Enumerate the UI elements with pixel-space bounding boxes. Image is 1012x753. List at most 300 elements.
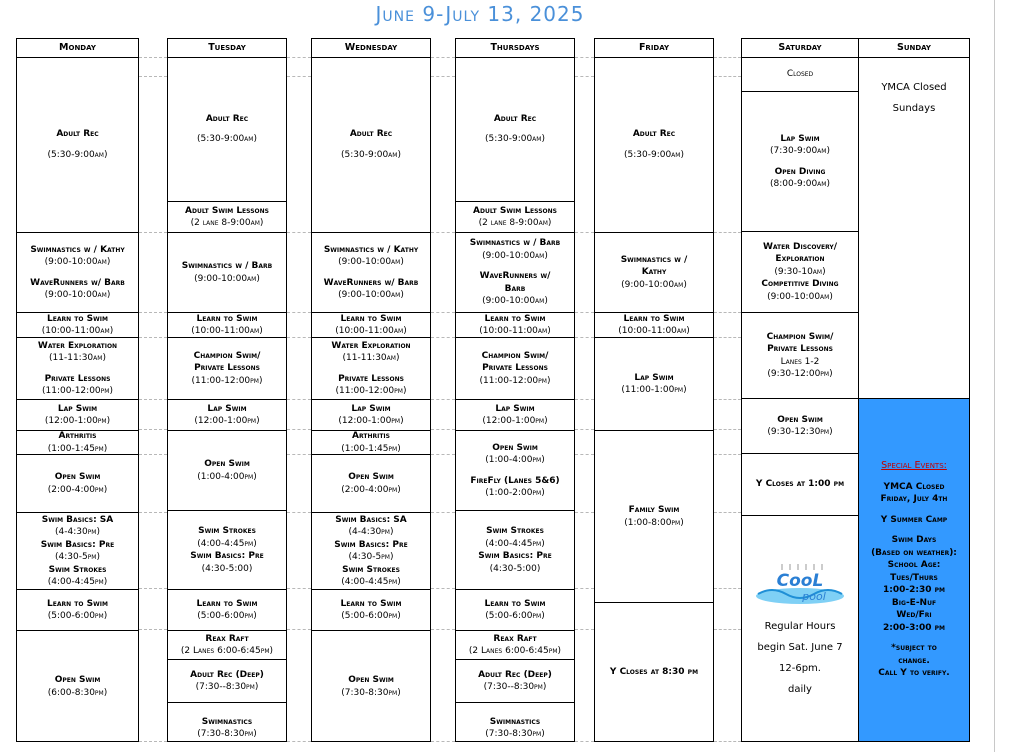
svg-text:CooL: CooL [776,570,824,591]
schedule-line: (10:00-11:00am) [335,326,407,336]
schedule-line: (9:30-12:30pm) [767,427,833,437]
day-header-saturday: Saturday [741,38,859,58]
schedule-line: Swim Strokes [198,526,256,536]
schedule-line: Swim Basics: SA [335,514,407,525]
schedule-line: (10:00-11:00am) [618,326,690,336]
schedule-line: (9:00-10:00am) [338,290,404,300]
schedule-cell [312,399,430,430]
schedule-cell [168,57,286,201]
schedule-line: 2:00-3:00 pm [882,622,945,633]
schedule-line: Swimnastics [489,716,541,727]
schedule-line: Learn to Swim [623,313,685,324]
day-header-sunday: Sunday [858,38,970,58]
schedule-cell [17,337,138,399]
schedule-line: WaveRunners w/ Barb [30,277,125,288]
schedule-cell [17,232,138,312]
schedule-cell [312,57,430,232]
schedule-line: Learn to Swim [340,313,402,324]
gutter-divider [575,232,594,233]
schedule-line: (11:00-12:00pm) [42,386,113,396]
column-friday [594,57,714,742]
schedule-line: Arthritis [58,431,97,441]
schedule-line: (12:00-1:00pm) [194,416,260,426]
schedule-line: Open Swim [54,675,101,685]
gutter-divider [139,312,167,313]
schedule-cell [17,589,138,630]
schedule-line: (9:00-10:00am) [44,257,111,267]
schedule-cell [312,337,430,399]
gutter-divider [139,57,167,58]
schedule-line: Swimnastics w / Kathy [30,244,125,255]
gutter-divider [431,512,455,513]
schedule-cell [17,312,138,337]
schedule-cell [742,231,858,312]
schedule-line: (2 Lanes 6:00-6:45pm) [468,646,562,656]
gutter-divider [714,629,741,630]
schedule-line: Learn to Swim [196,598,258,609]
schedule-line: Learn to Swim [340,598,402,609]
schedule-line: (5:30-9:00am) [197,134,257,144]
schedule-cell [312,312,430,337]
schedule-line: Adult Swim Lessons [473,205,557,216]
schedule-line: Swim Basics: Pre [334,539,408,550]
schedule-line: Champion Swim/ [193,350,261,361]
schedule-line: Private Lessons [44,373,111,384]
schedule-line: (4:30-5pm) [54,552,100,562]
schedule-line: (8:00-9:00am) [770,179,830,189]
day-header-tuesday: Tuesday [167,38,287,58]
schedule-line: Champion Swim/ [766,331,834,342]
schedule-line: Private Lessons [767,344,833,354]
schedule-line: (9:30-10am) [774,266,826,277]
gutter-divider [287,399,311,400]
schedule-cell [456,702,574,753]
schedule-line: Swim Basics: Pre [190,551,264,561]
schedule-line: Reax Raft [205,633,249,644]
schedule-line: (1:00-1:45pm) [47,443,108,454]
schedule-line: Y Closes at 8:30 pm [609,667,699,678]
gutter-divider [575,454,594,455]
schedule-line: Water Exploration [331,340,411,351]
schedule-line: change. [898,655,930,666]
gutter-divider [139,399,167,400]
schedule-line: Swim Basics: SA [41,514,114,525]
gutter-divider [714,57,741,58]
schedule-line: (4-4:30pm) [54,527,100,537]
schedule-line: Learn to Swim [196,313,258,324]
schedule-line: Open Swim [204,459,250,469]
schedule-cell [168,589,286,630]
schedule-line: (7:30-8:30pm) [341,687,401,698]
schedule-line: Tues/Thurs [890,572,938,583]
schedule-line: Lanes 1-2 [780,356,820,367]
gutter-divider [575,512,594,513]
schedule-cell [168,232,286,312]
regular-hours-line: Regular Hours [764,620,836,632]
schedule-cell [168,337,286,399]
gutter-divider [139,232,167,233]
schedule-line: Open Swim [348,675,394,685]
schedule-line: YMCA Closed [883,481,945,492]
schedule-cell [595,232,713,312]
schedule-line: Swimnastics w / [620,254,688,265]
gutter-divider [431,312,455,313]
gutter-divider [431,629,455,630]
schedule-line: (2:00-4:00pm) [341,484,401,495]
schedule-line: Barb [504,283,526,294]
schedule-line: Swim Basics: Pre [478,551,552,561]
column-sunday [858,57,970,742]
schedule-line: (4-4:30pm) [348,527,394,537]
gutter-divider [139,629,167,630]
schedule-line: (1:00-2:00pm) [485,488,545,498]
schedule-line: (7:30-8:30pm) [197,729,257,739]
schedule-line: (9:30-12:00pm) [767,369,833,379]
schedule-line: Family Swim [628,505,680,515]
gutter-divider [714,588,741,589]
schedule-cell [742,91,858,231]
schedule-line: (11:00-12:00pm) [191,375,263,386]
gutter-divider [287,454,311,455]
gutter-divider [714,76,741,77]
schedule-cell [456,337,574,399]
schedule-line: Lap Swim [351,403,391,414]
schedule-cell [456,430,574,510]
column-monday [16,57,139,742]
schedule-line: Open Swim [54,472,101,482]
gutter-divider [431,399,455,400]
schedule-cell [17,454,138,512]
sunday-closed-line: Sundays [892,103,936,114]
gutter-divider [287,741,311,742]
schedule-cell [312,454,430,512]
schedule-line: Exploration [775,254,825,265]
regular-hours-line: 12-6pm. [779,662,821,674]
schedule-line: Water Discovery/ [762,241,838,252]
gutter-divider [287,512,311,513]
schedule-cell [595,602,713,742]
gutter-divider [431,337,455,338]
schedule-line: (5:30-9:00am) [485,134,545,144]
schedule-cell [456,312,574,337]
schedule-line: Kathy [641,267,667,278]
schedule-line: Water Exploration [37,340,118,351]
gutter-divider [431,429,455,430]
gutter-divider [431,588,455,589]
schedule-line: Learn to Swim [47,598,108,609]
schedule-line: School Age: [887,560,941,571]
schedule-cell [456,232,574,312]
schedule-cell [456,589,574,630]
schedule-line: (2 lane 8-9:00am) [190,218,264,228]
schedule-line: Private Lessons [194,363,260,374]
column-tuesday [167,57,287,742]
schedule-line: Swim Basics: Pre [40,539,115,550]
gutter-divider [575,76,594,77]
schedule-line: FireFly (Lanes 5&6) [470,475,560,486]
gutter-divider [714,512,741,513]
schedule-line: Friday, July 4th [880,494,948,505]
sunday-closed-line: YMCA Closed [881,82,947,93]
schedule-cell [17,57,138,232]
gutter-divider [575,337,594,338]
gutter-divider [287,312,311,313]
schedule-line: (11-11:30am) [342,353,400,363]
gutter-divider [139,337,167,338]
schedule-line: (9:00-10:00am) [44,290,111,300]
schedule-line: (1:00-4:00pm) [197,471,257,482]
schedule-line: (4:00-4:45pm) [197,538,257,549]
schedule-line: Lap Swim [207,403,247,414]
schedule-line: (1:00-8:00pm) [624,517,684,528]
schedule-line: (12:00-1:00pm) [338,416,404,426]
schedule-line: (5:00-6:00pm) [341,611,401,621]
schedule-line: (1:00-1:45pm) [341,443,401,454]
gutter-divider [714,741,741,742]
schedule-line: Swim Strokes [486,526,544,536]
gutter-divider [575,429,594,430]
gutter-divider [431,454,455,455]
schedule-line: Swimnastics w / Kathy [323,244,419,255]
gutter-divider [714,232,741,233]
gutter-divider [714,337,741,338]
schedule-line: (4:00-4:45pm) [485,538,545,549]
gutter-divider [139,588,167,589]
gutter-divider [431,232,455,233]
schedule-cell [168,312,286,337]
schedule-line: Swimnastics w / Barb [469,238,561,249]
schedule-cell [456,659,574,702]
schedule-line: Open Swim [777,414,823,425]
schedule-line: Swimnastics w / Barb [181,261,273,271]
schedule-line: (11:00-12:00pm) [479,375,551,386]
schedule-line: Swim Days [891,535,937,546]
schedule-line: (2 Lanes 6:00-6:45pm) [180,646,274,656]
gutter-divider [575,57,594,58]
gutter-divider [139,76,167,77]
schedule-line: Adult Rec [56,129,99,139]
day-header-wednesday: Wednesday [311,38,431,58]
schedule-line: Private Lessons [338,373,404,384]
schedule-cell [168,430,286,510]
schedule-line: (10:00-11:00am) [191,326,263,336]
schedule-line: Champion Swim/ [481,350,549,361]
schedule-line: (9:00-10:00am) [482,296,548,307]
gutter-divider [575,312,594,313]
schedule-line: (9:00-10:00am) [621,279,687,290]
schedule-line: Arthritis [352,431,390,441]
gutter-divider [139,741,167,742]
schedule-cell [168,201,286,232]
schedule-line: (5:00-6:00pm) [197,611,257,621]
schedule-line: (6:00-8:30pm) [47,687,108,698]
schedule-line: (11:00-1:00pm) [621,385,687,395]
schedule-line: WaveRunners w/ [479,271,551,282]
schedule-cell [742,57,858,91]
cool-pool-logo [752,562,848,610]
schedule-line: Competitive Diving [761,279,839,290]
gutter-divider [287,232,311,233]
schedule-line: Adult Rec [205,113,249,124]
schedule-line: Big-E-Nuf [891,597,937,608]
schedule-line: Lap Swim [495,403,535,414]
schedule-line: (4:30-5pm) [348,552,394,562]
schedule-cell [456,510,574,589]
schedule-line: *subject to [891,643,937,654]
schedule-line: (9:00-10:00am) [338,257,404,267]
schedule-line: (7:30--8:30pm) [195,682,259,692]
schedule-cell [456,630,574,659]
schedule-line: Y Summer Camp [880,514,948,525]
column-thursday [455,57,575,742]
schedule-line: Open Swim [348,472,394,482]
regular-hours-cell [742,515,858,741]
gutter-divider [714,399,741,400]
schedule-cell [312,232,430,312]
schedule-line: (10:00-11:00am) [479,326,551,336]
gutter-divider [431,76,455,77]
schedule-cell [312,430,430,454]
schedule-line: Closed [786,68,814,79]
regular-hours-line: daily [788,683,812,695]
schedule-line: Private Lessons [482,363,548,374]
schedule-line: Open Swim [492,442,538,453]
gutter-divider [287,337,311,338]
schedule-line: Adult Swim Lessons [185,205,269,216]
schedule-cell [168,399,286,430]
schedule-line: Swim Strokes [48,564,107,575]
schedule-line: (12:00-1:00pm) [44,416,111,426]
gutter-divider [575,741,594,742]
day-header-monday: Monday [16,38,139,58]
schedule-line: Adult Rec [632,129,676,139]
schedule-line: Adult Rec (Deep) [478,669,552,680]
schedule-cell [742,453,858,515]
schedule-line: (4:30-5:00) [489,563,541,574]
schedule-cell [595,312,713,337]
gutter-divider [431,57,455,58]
schedule-line: (7:30-8:30pm) [485,729,545,739]
gutter-divider [287,76,311,77]
page-edge-line [994,0,995,752]
schedule-cell [312,512,430,589]
schedule-line: (7:30-9:00am) [770,146,830,156]
gutter-divider [575,588,594,589]
schedule-line: Lap Swim [57,403,98,414]
schedule-line: (7:30--8:30pm) [483,682,547,692]
schedule-line: Reax Raft [493,633,537,644]
schedule-cell [742,312,858,398]
schedule-line: WaveRunners w/ Barb [323,277,419,288]
schedule-cell [456,57,574,201]
schedule-line: (2 lane 8-9:00am) [478,218,552,228]
gutter-divider [575,629,594,630]
schedule-line: (1:00-4:00pm) [485,455,545,465]
schedule-line: (9:00-10:00am) [194,273,260,284]
schedule-line: Open Diving [774,166,826,177]
sunday-closed-cell [859,57,969,398]
day-header-friday: Friday [594,38,714,58]
column-saturday [741,57,859,742]
schedule-line: (4:30-5:00) [201,563,253,574]
schedule-line: (5:00-6:00pm) [485,611,545,621]
gutter-divider [139,512,167,513]
schedule-cell [17,430,138,454]
schedule-line: Learn to Swim [484,598,546,609]
schedule-line: (10:00-11:00am) [41,326,114,336]
schedule-line: Swim Strokes [342,564,400,575]
schedule-line: Learn to Swim [484,313,546,324]
gutter-divider [575,399,594,400]
schedule-cell [595,430,713,602]
schedule-cell [312,589,430,630]
gutter-divider [714,312,741,313]
special-events-panel [859,398,969,741]
schedule-cell [595,337,713,430]
gutter-divider [714,429,741,430]
schedule-line: Adult Rec [493,113,537,124]
day-header-thursdays: Thursdays [455,38,575,58]
schedule-line: (11-11:30am) [49,353,106,363]
schedule-line: Lap Swim [634,372,674,383]
schedule-cell [17,399,138,430]
schedule-line: Call Y to verify. [878,668,950,679]
schedule-cell [168,630,286,659]
page-title: June 9-July 13, 2025 [375,2,585,26]
schedule-line: (4:00-4:45pm) [47,577,108,587]
schedule-line: (9:00-10:00am) [482,250,548,261]
schedule-cell [168,702,286,753]
schedule-cell [456,201,574,232]
schedule-line: Lap Swim [780,133,820,144]
schedule-line: (9:00-10:00am) [767,291,833,302]
schedule-line: (5:30-9:00am) [624,149,684,160]
schedule-line: (5:30-9:00am) [47,149,108,160]
schedule-line: (4:00-4:45pm) [341,577,401,587]
schedule-line: Adult Rec (Deep) [190,669,264,680]
schedule-line: (Based on weather): [871,547,957,558]
schedule-cell [312,630,430,742]
schedule-cell [17,512,138,589]
schedule-line: Wed/Fri [896,610,932,621]
gutter-divider [287,429,311,430]
schedule-line: (5:30-9:00am) [341,149,401,160]
schedule-cell [456,399,574,430]
schedule-line: Learn to Swim [47,313,108,324]
schedule-line: 1:00-2:30 pm [882,585,945,596]
schedule-cell [595,57,713,232]
schedule-cell [17,630,138,742]
schedule-cell [168,659,286,702]
regular-hours-line: begin Sat. June 7 [757,641,843,653]
schedule-line: (2:00-4:00pm) [47,484,108,495]
gutter-divider [287,57,311,58]
gutter-divider [139,454,167,455]
gutter-divider [287,588,311,589]
schedule-line: (5:00-6:00pm) [47,611,108,621]
schedule-line: (12:00-1:00pm) [482,416,548,426]
schedule-line: Swimnastics [201,716,253,727]
column-wednesday [311,57,431,742]
schedule-line: Special Events: [881,460,947,472]
schedule-line: Adult Rec [349,129,393,139]
svg-text:pool: pool [802,589,826,603]
gutter-divider [287,629,311,630]
schedule-line: Y Closes at 1:00 pm [755,479,845,490]
gutter-divider [714,454,741,455]
schedule-line: (11:00-12:00pm) [335,386,407,396]
gutter-divider [431,741,455,742]
